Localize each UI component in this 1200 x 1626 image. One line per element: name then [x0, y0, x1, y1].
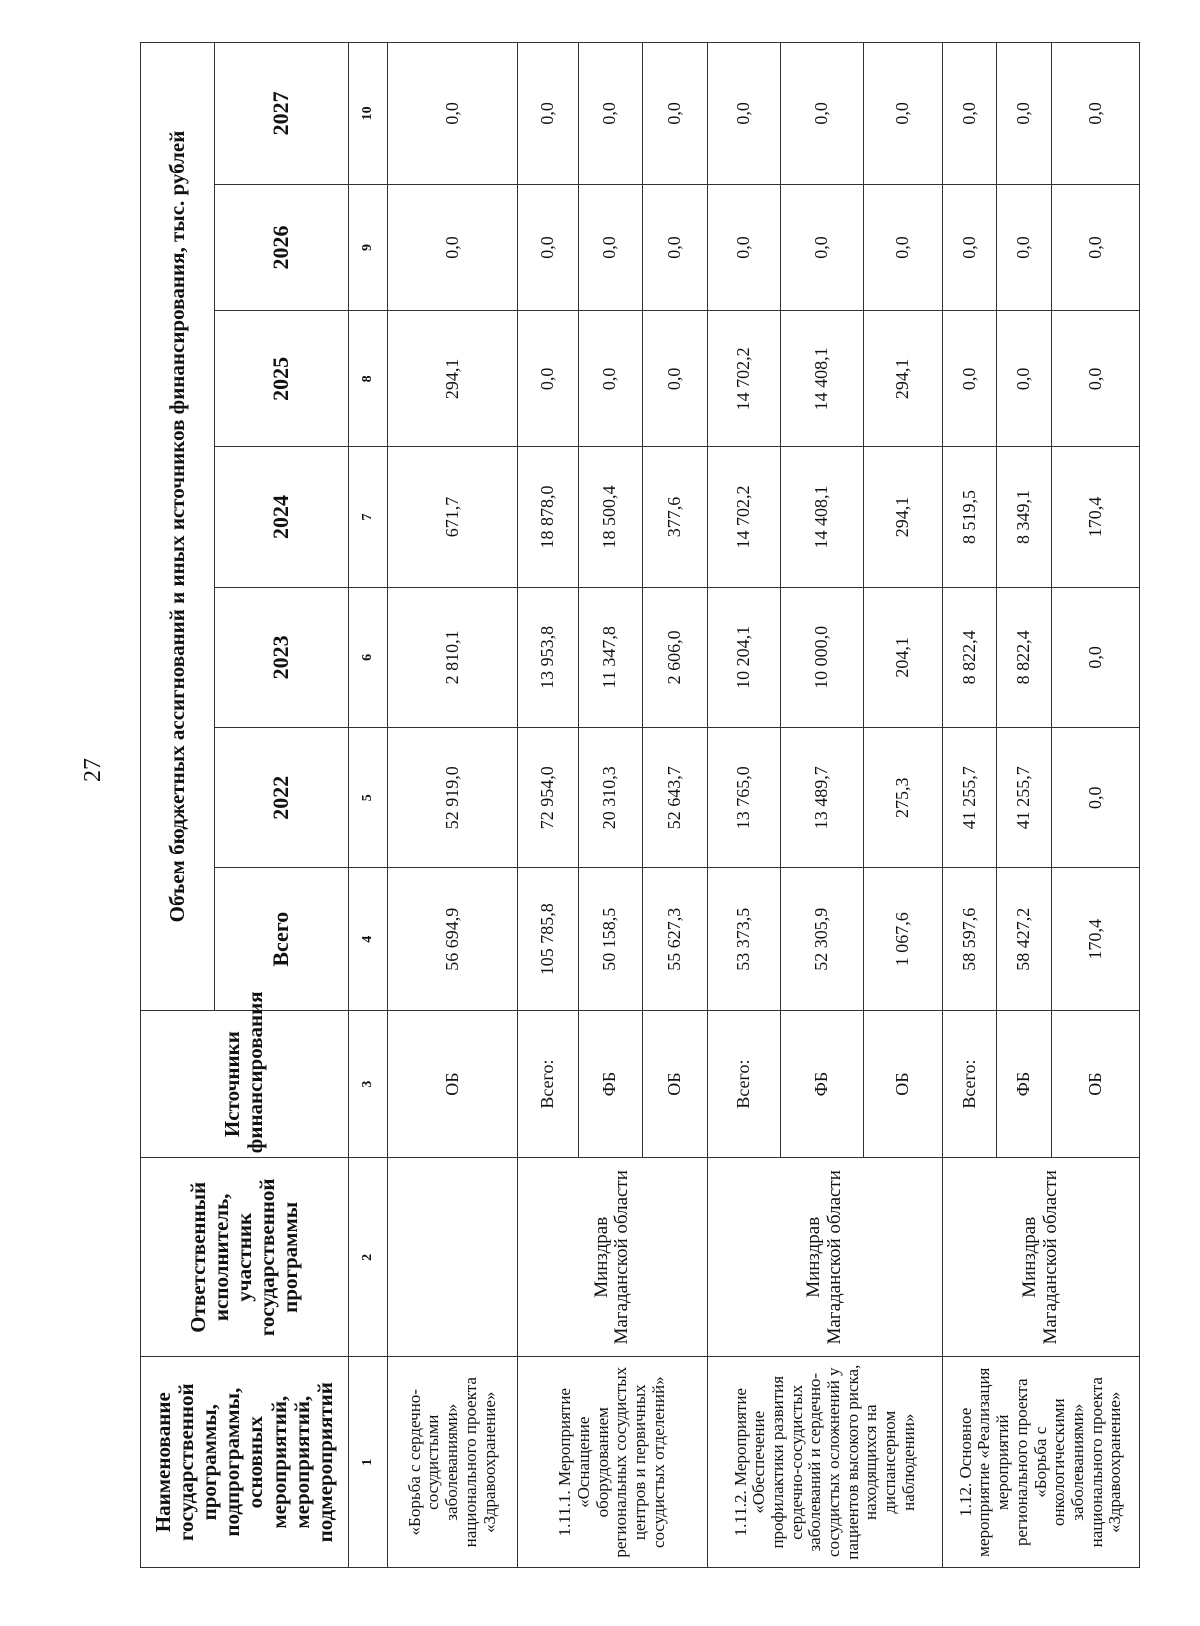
value-2025: 14 702,2 — [708, 311, 780, 447]
value-2025: 14 408,1 — [780, 311, 863, 447]
responsible-executor: Минздрав Магаданской области — [517, 1158, 708, 1357]
value-2023: 13 953,8 — [517, 587, 578, 727]
header-responsible: Ответственный исполнитель, участник государственной программы — [141, 1158, 349, 1357]
value-2027: 0,0 — [863, 43, 942, 185]
header-year: 2025 — [214, 311, 348, 447]
value-2026: 0,0 — [708, 184, 780, 311]
value-total: 58 427,2 — [997, 868, 1052, 1011]
value-2025: 0,0 — [517, 311, 578, 447]
program-name: «Борьба с сердечно-сосудистыми заболеваниями» национального проекта «Здравоохранение» — [388, 1357, 517, 1568]
funding-source: ОБ — [1052, 1011, 1140, 1158]
responsible-executor: Минздрав Магаданской области — [708, 1158, 942, 1357]
column-number: 4 — [348, 868, 387, 1011]
value-total: 53 373,5 — [708, 868, 780, 1011]
value-2026: 0,0 — [863, 184, 942, 311]
table-row — [942, 43, 997, 1568]
funding-source: ОБ — [642, 1011, 708, 1158]
value-2023: 8 822,4 — [942, 587, 997, 727]
value-2026: 0,0 — [997, 184, 1052, 311]
funding-source: ФБ — [578, 1011, 642, 1158]
value-2027: 0,0 — [780, 43, 863, 185]
value-2022: 0,0 — [1052, 728, 1140, 868]
value-2025: 0,0 — [942, 311, 997, 447]
column-number: 9 — [348, 184, 387, 311]
value-2026: 0,0 — [388, 184, 517, 311]
page-number: 27 — [80, 758, 106, 782]
program-name: 1.11.1. Мероприятие «Оснащение оборудованием региональных сосудистых центров и первичных сосудистых отделений» — [517, 1357, 708, 1568]
value-2023: 2 606,0 — [642, 587, 708, 727]
table-row — [517, 43, 578, 1568]
value-2024: 377,6 — [642, 447, 708, 587]
value-total: 56 694,9 — [388, 868, 517, 1011]
header-year: 2023 — [214, 587, 348, 727]
value-2024: 14 408,1 — [780, 447, 863, 587]
header-year: 2027 — [214, 43, 348, 185]
funding-source: Всего: — [517, 1011, 578, 1158]
column-number: 8 — [348, 311, 387, 447]
value-2023: 204,1 — [863, 587, 942, 727]
header-year: 2024 — [214, 447, 348, 587]
value-2023: 8 822,4 — [997, 587, 1052, 727]
column-number: 5 — [348, 728, 387, 868]
value-2022: 13 765,0 — [708, 728, 780, 868]
value-total: 50 158,5 — [578, 868, 642, 1011]
value-2025: 0,0 — [1052, 311, 1140, 447]
program-name: 1.12. Основное мероприятие «Реализация мероприятий регионального проекта «Борьба с онкологическими заболеваниями» национального проекта «Здравоохранение» — [942, 1357, 1139, 1568]
value-2024: 14 702,2 — [708, 447, 780, 587]
value-2023: 11 347,8 — [578, 587, 642, 727]
value-2026: 0,0 — [517, 184, 578, 311]
value-total: 170,4 — [1052, 868, 1140, 1011]
value-total: 105 785,8 — [517, 868, 578, 1011]
value-2025: 0,0 — [997, 311, 1052, 447]
header-year: 2026 — [214, 184, 348, 311]
value-2024: 294,1 — [863, 447, 942, 587]
value-total: 58 597,6 — [942, 868, 997, 1011]
value-2022: 72 954,0 — [517, 728, 578, 868]
value-2025: 0,0 — [578, 311, 642, 447]
value-2027: 0,0 — [708, 43, 780, 185]
header-name: Наименование государственной программы, подпрограммы, основных мероприятий, мероприятий, подмероприятий — [141, 1357, 349, 1568]
value-2027: 0,0 — [517, 43, 578, 185]
responsible-executor — [388, 1158, 517, 1357]
program-name: 1.11.2. Мероприятие «Обеспечение профилактики развития сердечно-сосудистых заболеваний и сердечно-сосудистых осложнений у пациентов высокого риска, находящихся на диспансерном наблюдении» — [708, 1357, 942, 1568]
financing-table — [140, 42, 1140, 1568]
value-total: 52 305,9 — [780, 868, 863, 1011]
table-row — [708, 43, 780, 1568]
value-2027: 0,0 — [997, 43, 1052, 185]
value-2027: 0,0 — [942, 43, 997, 185]
value-2024: 671,7 — [388, 447, 517, 587]
value-2022: 41 255,7 — [942, 728, 997, 868]
funding-source: ФБ — [780, 1011, 863, 1158]
value-total: 1 067,6 — [863, 868, 942, 1011]
column-number: 10 — [348, 43, 387, 185]
funding-source: Всего: — [942, 1011, 997, 1158]
value-2022: 52 919,0 — [388, 728, 517, 868]
column-number: 1 — [348, 1357, 387, 1568]
value-2023: 10 204,1 — [708, 587, 780, 727]
value-2027: 0,0 — [1052, 43, 1140, 185]
value-2023: 10 000,0 — [780, 587, 863, 727]
column-number-row — [348, 43, 387, 1568]
responsible-executor: Минздрав Магаданской области — [942, 1158, 1139, 1357]
column-number: 6 — [348, 587, 387, 727]
value-2026: 0,0 — [578, 184, 642, 311]
value-2022: 52 643,7 — [642, 728, 708, 868]
value-2027: 0,0 — [388, 43, 517, 185]
value-2025: 294,1 — [388, 311, 517, 447]
value-total: 55 627,3 — [642, 868, 708, 1011]
value-2024: 170,4 — [1052, 447, 1140, 587]
column-number: 3 — [348, 1011, 387, 1158]
header-total: Всего — [214, 868, 348, 1011]
column-number: 7 — [348, 447, 387, 587]
funding-source: ФБ — [997, 1011, 1052, 1158]
value-2024: 8 349,1 — [997, 447, 1052, 587]
value-2026: 0,0 — [642, 184, 708, 311]
column-number: 2 — [348, 1158, 387, 1357]
value-2024: 18 500,4 — [578, 447, 642, 587]
value-2023: 0,0 — [1052, 587, 1140, 727]
funding-source: Всего: — [708, 1011, 780, 1158]
value-2027: 0,0 — [642, 43, 708, 185]
header-row-1 — [141, 43, 215, 1568]
value-2026: 0,0 — [1052, 184, 1140, 311]
value-2026: 0,0 — [780, 184, 863, 311]
value-2024: 8 519,5 — [942, 447, 997, 587]
value-2025: 0,0 — [642, 311, 708, 447]
value-2024: 18 878,0 — [517, 447, 578, 587]
value-2023: 2 810,1 — [388, 587, 517, 727]
rotated-table-container — [140, 42, 1140, 1568]
header-sources: Источники финансирования — [141, 1011, 349, 1158]
value-2022: 41 255,7 — [997, 728, 1052, 868]
funding-source: ОБ — [388, 1011, 517, 1158]
value-2022: 13 489,7 — [780, 728, 863, 868]
header-funding-group: Объем бюджетных ассигнований и иных источников финансирования, тыс. рублей — [141, 43, 215, 1011]
table-row — [388, 43, 517, 1568]
funding-source: ОБ — [863, 1011, 942, 1158]
value-2022: 275,3 — [863, 728, 942, 868]
value-2026: 0,0 — [942, 184, 997, 311]
header-year: 2022 — [214, 728, 348, 868]
value-2022: 20 310,3 — [578, 728, 642, 868]
value-2025: 294,1 — [863, 311, 942, 447]
value-2027: 0,0 — [578, 43, 642, 185]
